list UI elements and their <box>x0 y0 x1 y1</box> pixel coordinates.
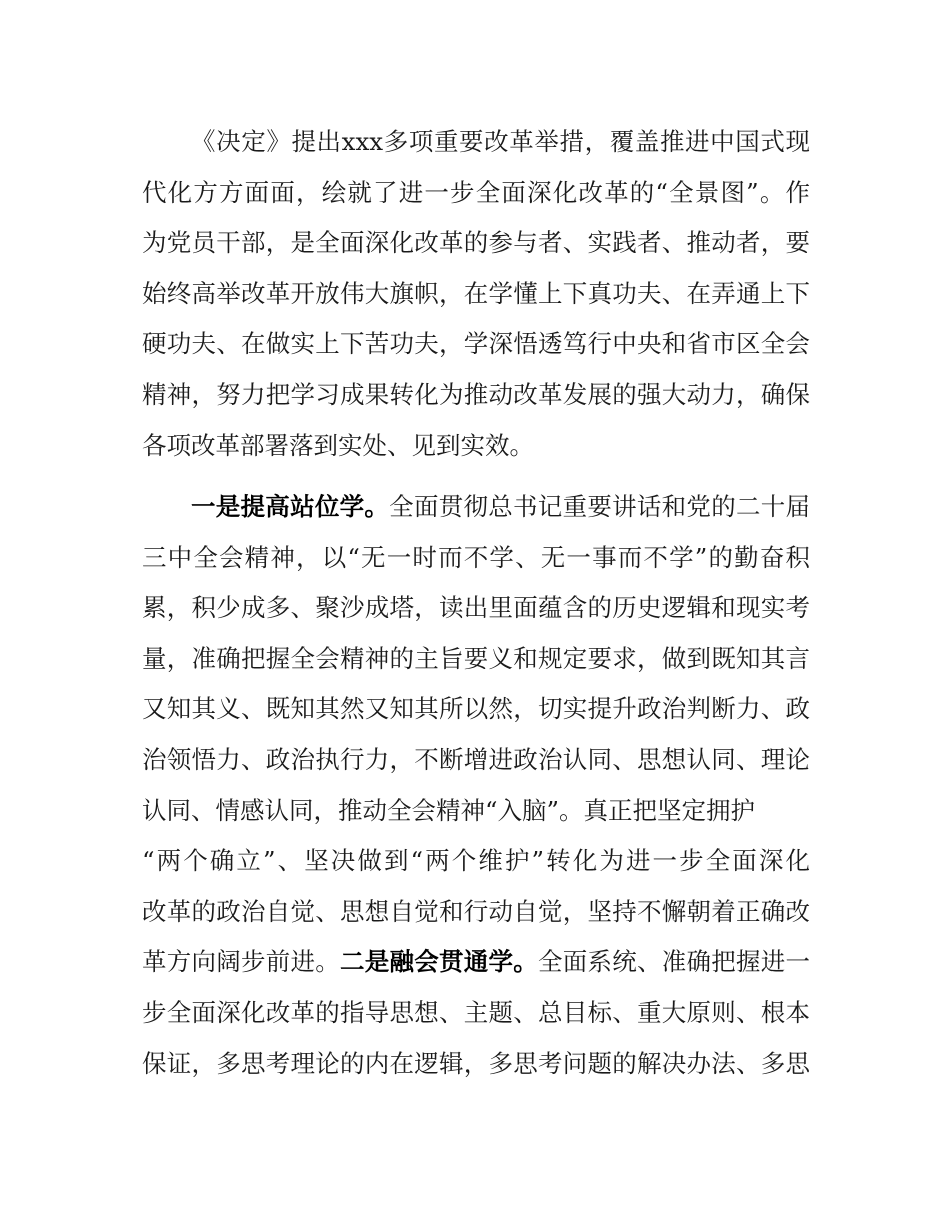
text-line: 治领悟力、政治执行力，不断增进政治认同、思想认同、理论 <box>142 744 810 774</box>
text-line: 三中全会精神，以“无一时而不学、无一事而不学”的勤奋积 <box>142 542 810 572</box>
section-heading-1: 一是提高站位学。 <box>191 492 390 521</box>
text-line: 改革的政治自觉、思想自觉和行动自觉，坚持不懈朝着正确改 <box>142 896 810 926</box>
text-line: 量，准确把握全会精神的主旨要义和规定要求，做到既知其言 <box>142 643 810 673</box>
text-line: 精神，努力把学习成果转化为推动改革发展的强大动力，确保 <box>142 379 810 409</box>
text-line: 为党员干部，是全面深化改革的参与者、实践者、推动者，要 <box>142 228 810 258</box>
text-segment: 全面系统、准确把握进一 <box>538 947 810 977</box>
text-line: 保证，多思考理论的内在逻辑，多思考问题的解决办法、多思 <box>142 1048 810 1078</box>
paragraph-study-methods <box>142 482 810 1089</box>
section-heading-2: 二是融会贯通学。 <box>340 947 538 977</box>
text-line: 步全面深化改革的指导思想、主题、总目标、重大原则、根本 <box>142 997 810 1027</box>
text-line <box>142 937 810 988</box>
text-line: 各项改革部署落到实处、见到实效。 <box>142 430 534 460</box>
text-line: 代化方方面面，绘就了进一步全面深化改革的“全景图”。作 <box>142 177 810 207</box>
text-line: “两个确立”、坚决做到“两个维护”转化为进一步全面深化 <box>142 846 810 876</box>
text-segment: 全面贯彻总书记重要讲话和党的二十届 <box>389 492 811 521</box>
text-line: 始终高举改革开放伟大旗帜，在学懂上下真功夫、在弄通上下 <box>142 278 810 308</box>
text-line: 认同、情感认同，推动全会精神“入脑”。真正把坚定拥护 <box>142 795 756 825</box>
text-segment: 革方向阔步前进。 <box>142 947 340 977</box>
text-line: 硬功夫、在做实上下苦功夫，学深悟透笃行中央和省市区全会 <box>142 329 810 359</box>
text-line: 《决定》提出xxx多项重要改革举措，覆盖推进中国式现 <box>191 127 810 156</box>
text-line: 累，积少成多、聚沙成塔，读出里面蕴含的历史逻辑和现实考 <box>142 593 810 623</box>
text-line <box>142 482 810 533</box>
text-line: 又知其义、既知其然又知其所以然，切实提升政治判断力、政 <box>142 694 810 724</box>
paragraph-intro <box>142 117 810 471</box>
